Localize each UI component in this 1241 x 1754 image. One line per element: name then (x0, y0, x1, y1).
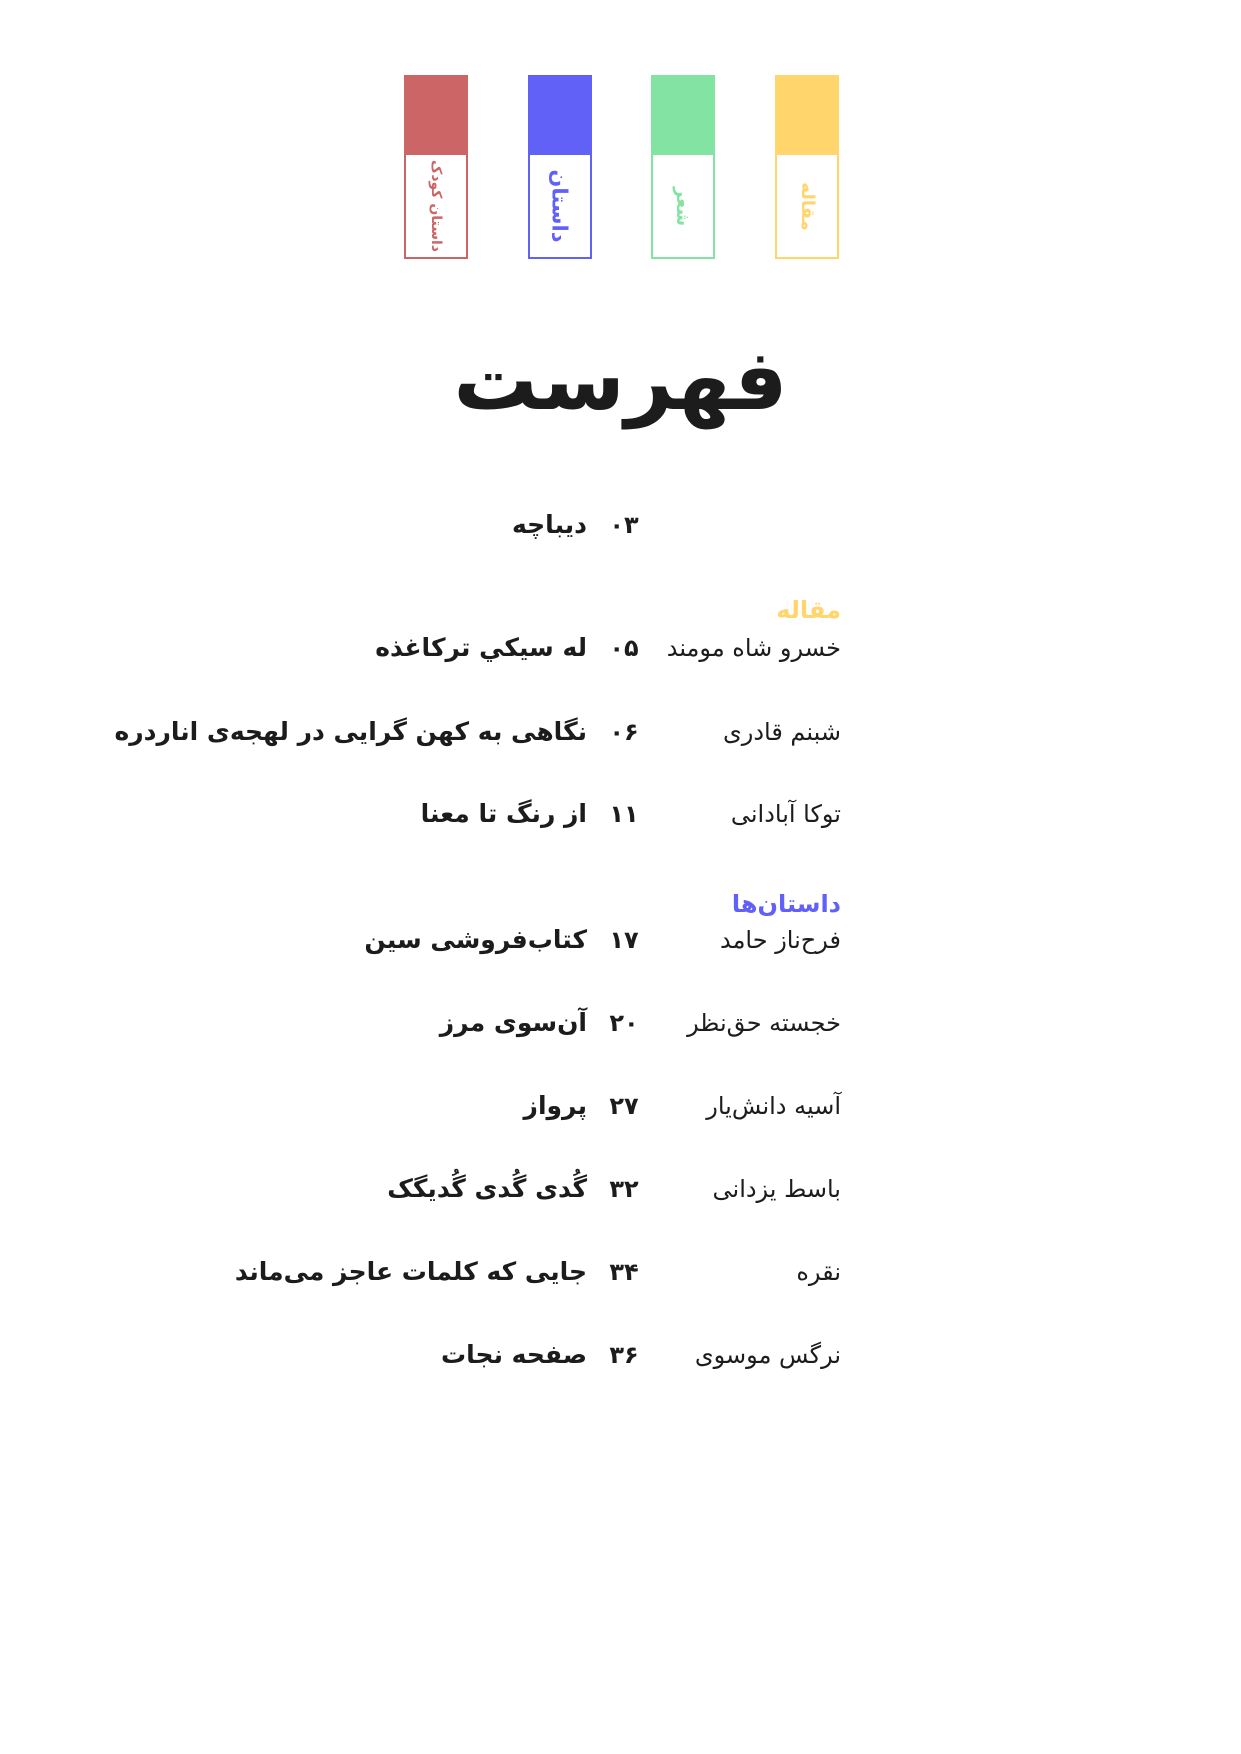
entry-author: نقره (796, 1258, 841, 1286)
category-label: شعر (672, 186, 694, 226)
section-heading-article: مقاله (776, 596, 841, 624)
entry-author: فرح‌ناز حامد (719, 926, 841, 954)
category-tab-story[interactable] (528, 75, 592, 259)
toc-entry-intro[interactable] (0, 505, 1241, 545)
page-title: فهرست (453, 331, 788, 429)
entry-title: پرواز (523, 1091, 587, 1120)
entry-author: نرگس موسوی (694, 1341, 841, 1369)
entry-title: گُدی گُدی گُدیگک (387, 1174, 587, 1203)
entry-author: باسط یزدانی (712, 1175, 841, 1203)
entry-author: توکا آبادانی (730, 800, 841, 828)
page-number: ۲۷ (609, 1092, 639, 1120)
entry-title: صفحه نجات (441, 1340, 587, 1369)
entry-title: کتاب‌فروشی سین (364, 925, 587, 954)
toc-entry[interactable] (0, 1169, 1241, 1209)
toc-entry[interactable] (0, 1086, 1241, 1126)
toc-entry[interactable] (0, 628, 1241, 668)
toc-entry[interactable] (0, 794, 1241, 834)
section-heading-stories: داستان‌ها (731, 890, 841, 918)
entry-author: خسرو شاه مومند (666, 634, 841, 662)
category-color-block (406, 77, 466, 155)
category-color-block (653, 77, 713, 155)
page-number: ۰۵ (609, 634, 639, 662)
entry-title: جایی که کلمات عاجز می‌ماند (234, 1257, 587, 1286)
entry-title: نگاهی به کهن گرایی در لهجه‌ی اناردره (114, 717, 587, 746)
category-label: مقاله (796, 181, 818, 231)
toc-entry[interactable] (0, 1003, 1241, 1043)
page-number: ۱۷ (609, 926, 639, 954)
entry-title: از رنگ تا معنا (420, 799, 587, 828)
toc-entry[interactable] (0, 1335, 1241, 1375)
category-tab-poem[interactable] (651, 75, 715, 259)
entry-title: آن‌سوی مرز (439, 1008, 587, 1037)
entry-title: له سیکي ترکاغذه (375, 633, 587, 662)
entry-author: شبنم قادری (722, 718, 841, 746)
page-number: ۳۴ (609, 1258, 639, 1286)
category-color-block (777, 77, 837, 155)
toc-entry[interactable] (0, 712, 1241, 752)
category-color-block (530, 77, 590, 155)
entry-title: دیباچه (512, 510, 587, 539)
page-number: ۰۳ (609, 511, 639, 539)
entry-author: خجسته حق‌نظر (687, 1009, 841, 1037)
category-tab-children-story[interactable] (404, 75, 468, 259)
category-tab-article[interactable] (775, 75, 839, 259)
page-number: ۱۱ (609, 800, 639, 828)
toc-entry[interactable] (0, 1252, 1241, 1292)
toc-entry[interactable] (0, 920, 1241, 960)
category-label: داستان کودک (427, 160, 444, 252)
page-number: ۳۶ (609, 1341, 639, 1369)
category-tabs (0, 75, 1241, 260)
page-number: ۰۶ (609, 718, 639, 746)
category-label: داستان (547, 169, 572, 243)
page-number: ۳۲ (609, 1175, 639, 1203)
entry-author: آسیه دانش‌یار (706, 1092, 841, 1120)
page-number: ۲۰ (609, 1009, 639, 1037)
